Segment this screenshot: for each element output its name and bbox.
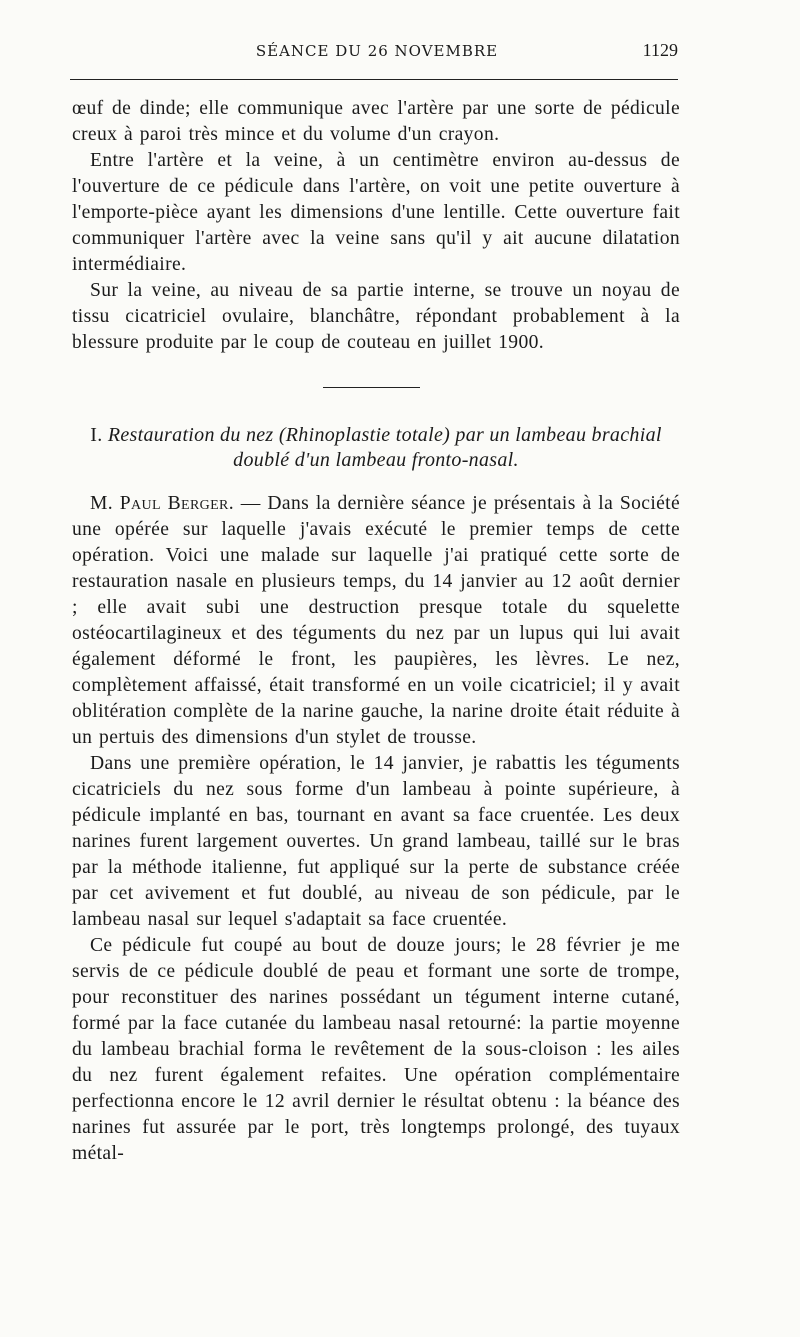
- section-title-line-2: doublé d'un lambeau fronto-nasal.: [233, 449, 519, 471]
- page-number: 1129: [642, 40, 678, 60]
- speaker-text: — Dans la dernière séance je présentais à la Société une opérée sur laquelle j'avais exécuté le premier temps de cette opération. Voici une malade sur laquelle j'ai pratiqué cette sorte de restauration nasale en plusieurs temps, du 14 janvier au 12 août dernier ; elle avait subi une destruction presque totale du squelette ostéocartilagineux et des téguments du nez par un lupus qui lui avait également déformé le front, les paupières, les lèvres. Le nez, complètement affaissé, était transformé en un voile cicatriciel; il y avait oblitération complète de la narine gauche, la narine droite était réduite à un pertuis des dimensions d'un stylet de trousse.: [72, 493, 681, 748]
- paragraph-1: œuf de dinde; elle communique avec l'artère par une sorte de pédicule creux à paroi très mince et du volume d'un crayon.: [72, 98, 680, 145]
- section-1-body: [72, 96, 680, 356]
- header-rule: [70, 79, 678, 80]
- running-head: SÉANCE DU 26 NOVEMBRE: [255, 42, 499, 60]
- speaker-prefix: M.: [90, 493, 114, 514]
- section-2-body: [72, 491, 680, 1167]
- paragraph-3: Sur la veine, au niveau de sa partie interne, se trouve un noyau de tissu cicatriciel ovulaire, blanchâtre, répondant probablement à la blessure produite par le coup de couteau en juillet 1900.: [72, 280, 680, 353]
- paragraph-2: Entre l'artère et la veine, à un centimètre environ au-dessus de l'ouverture de ce pédicule dans l'artère, on voit une petite ouverture à l'emporte-pièce ayant les dimensions d'une lentille. Cette ouverture fait communiquer l'artère avec la veine sans qu'il y ait aucune dilatation intermédiaire.: [72, 150, 680, 275]
- speaker-paragraph: [72, 491, 680, 751]
- section-divider: [323, 387, 420, 388]
- section-title: [72, 423, 680, 473]
- page-header: [72, 42, 682, 72]
- paragraph-4: Dans une première opération, le 14 janvier, je rabattis les téguments cicatriciels du nez sous forme d'un lambeau à pointe supérieure, à pédicule implanté en bas, tournant en avant sa face cruentée. Les deux narines furent largement ouvertes. Un grand lambeau, taillé sur le bras par la méthode italienne, fut appliqué sur la perte de substance créée par cet avivement et fut doublé, au niveau de son pédicule, par le lambeau nasal sur lequel s'adaptait sa face cruentée.: [72, 753, 680, 930]
- speaker-name: Paul Berger.: [119, 493, 234, 514]
- section-numeral: I.: [90, 424, 103, 446]
- section-title-line-1: Restauration du nez (Rhinoplastie totale) par un lambeau brachial: [107, 424, 662, 446]
- paragraph-5: Ce pédicule fut coupé au bout de douze jours; le 28 février je me servis de ce pédicule doublé de peau et formant une sorte de trompe, pour reconstituer des narines possédant un tégument interne cutané, formé par la face cutanée du lambeau nasal retourné: la partie moyenne du lambeau brachial forma le revêtement de la sous-cloison : les ailes du nez furent également refaites. Une opération complémentaire perfectionna encore le 12 avril dernier le résultat obtenu : la béance des narines fut assurée par le port, très longtemps prolongé, des tuyaux métal-: [72, 935, 680, 1164]
